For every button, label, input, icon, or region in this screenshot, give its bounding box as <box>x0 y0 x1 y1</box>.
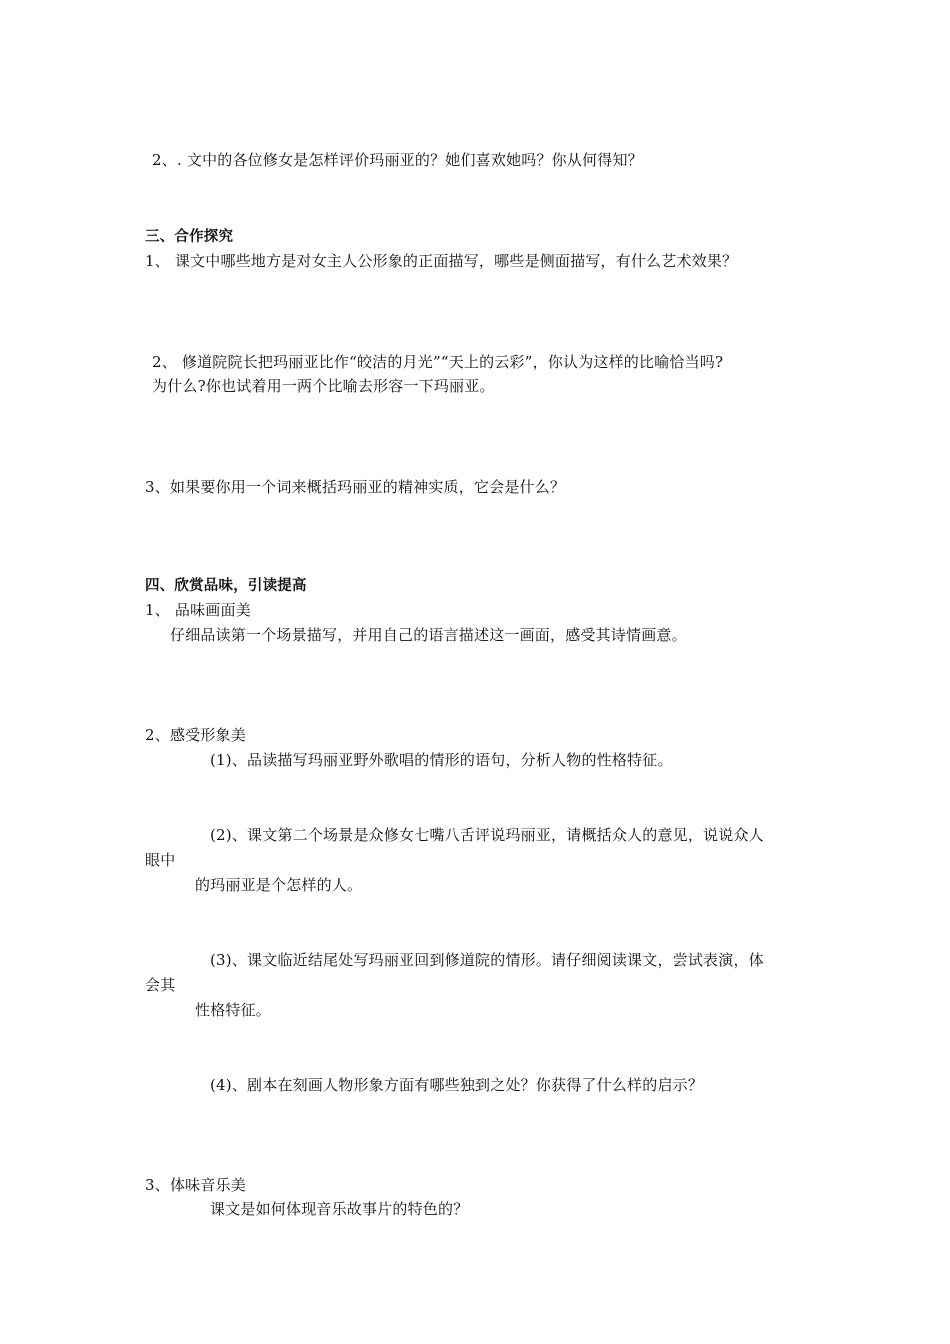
cooperation-question-3: 3、如果要你用一个词来概括玛丽亚的精神实质，它会是什么？ <box>145 478 566 496</box>
appreciation-item-1-text: 仔细品读第一个场景描写，并用自己的语言描述这一画面，感受其诗情画意。 <box>170 626 687 644</box>
appreciation-item-3-text: 课文是如何体现音乐故事片的特色的？ <box>210 1200 469 1218</box>
appreciation-item-2-title: 2、感受形象美 <box>145 726 246 744</box>
appreciation-item-2-sub-2-line-2: 眼中 <box>145 851 176 869</box>
appreciation-item-1-title: 1、 品味画面美 <box>145 601 251 619</box>
section-heading-cooperation: 三、合作探究 <box>145 229 234 245</box>
appreciation-item-2-sub-3-line-2: 会其 <box>145 976 176 994</box>
section-heading-appreciation: 四、欣赏品味，引读提高 <box>145 578 307 594</box>
appreciation-item-2-sub-2-line-1: (2)、课文第二个场景是众修女七嘴八舌评说玛丽亚，请概括众人的意见，说说众人 <box>210 826 764 844</box>
cooperation-question-2-line-1: 2、 修道院院长把玛丽亚比作“皎洁的月光”“天上的云彩”，你认为这样的比喻恰当吗? <box>152 353 724 371</box>
appreciation-item-2-sub-2-line-3: 的玛丽亚是个怎样的人。 <box>195 876 363 894</box>
appreciation-item-3-title: 3、体味音乐美 <box>145 1176 246 1194</box>
appreciation-item-2-sub-3-line-3: 性格特征。 <box>195 1001 272 1019</box>
cooperation-question-1: 1、 课文中哪些地方是对女主人公形象的正面描写，哪些是侧面描写，有什么艺术效果？ <box>145 252 738 270</box>
appreciation-item-2-sub-3-line-1: (3)、课文临近结尾处写玛丽亚回到修道院的情形。请仔细阅读课文，尝试表演，体 <box>210 951 764 969</box>
appreciation-item-2-sub-4: (4)、剧本在刻画人物形象方面有哪些独到之处？你获得了什么样的启示？ <box>210 1076 704 1094</box>
question-2: 2、. 文中的各位修女是怎样评价玛丽亚的？她们喜欢她吗？你从何得知？ <box>152 151 643 169</box>
appreciation-item-2-sub-1: (1)、品读描写玛丽亚野外歌唱的情形的语句，分析人物的性格特征。 <box>210 751 673 769</box>
cooperation-question-2-line-2: 为什么?你也试着用一两个比喻去形容一下玛丽亚。 <box>152 377 495 395</box>
